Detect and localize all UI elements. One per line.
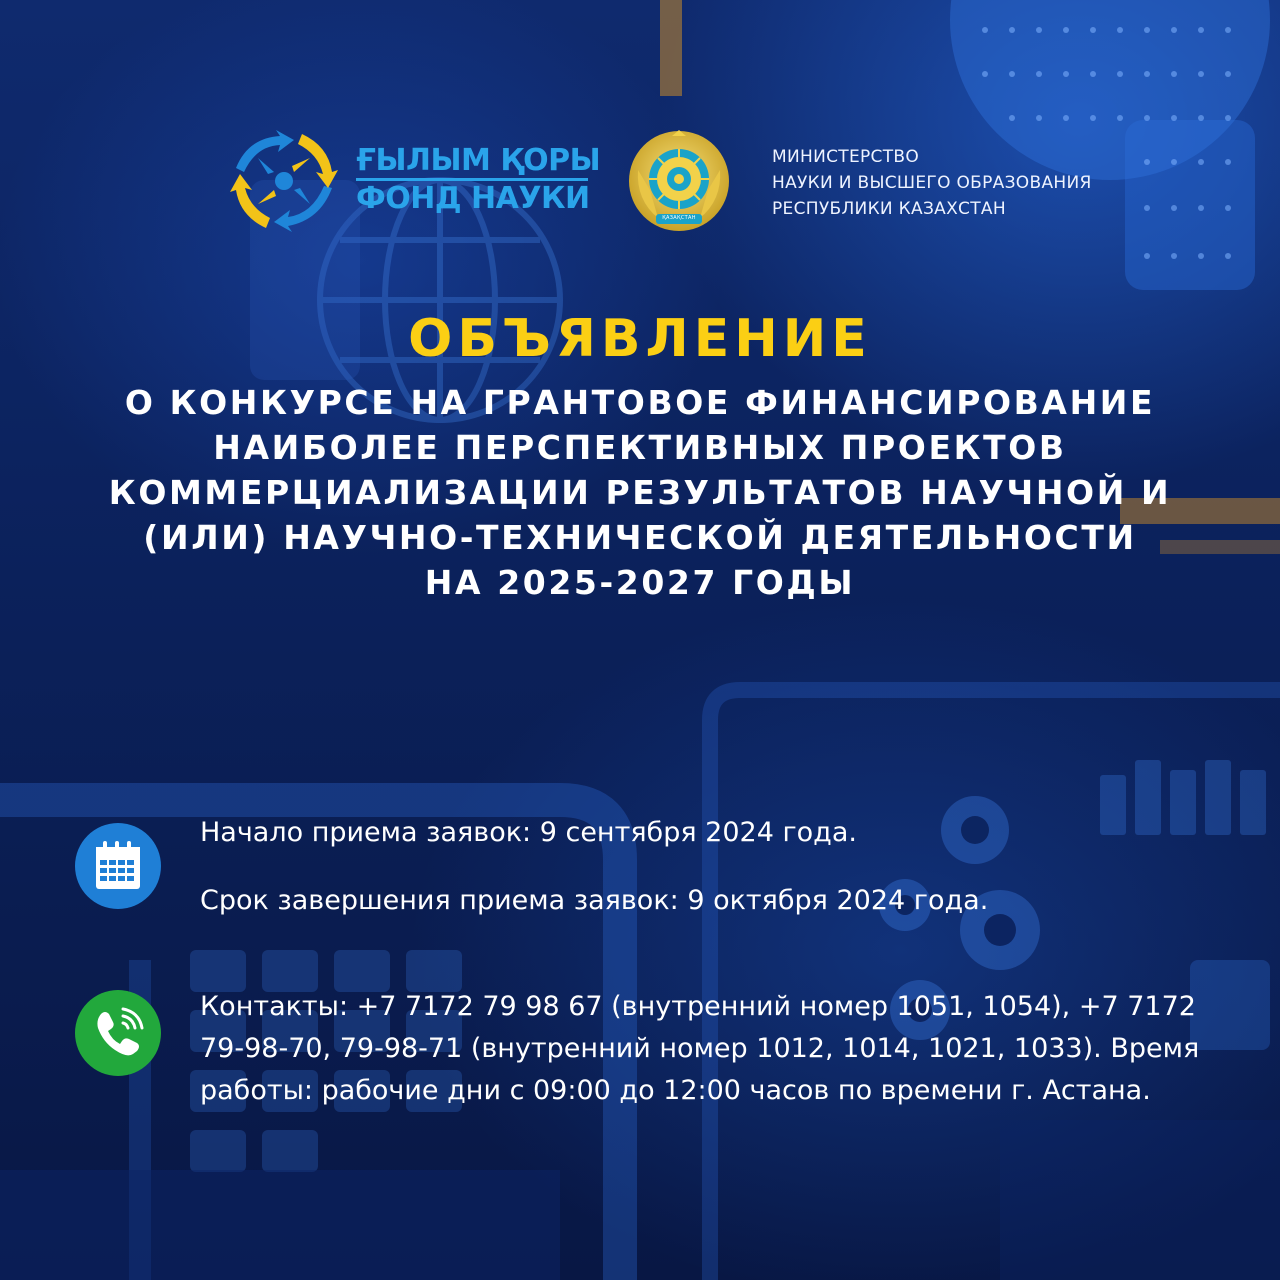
emblem-caption: ҚАЗАҚСТАН (662, 215, 696, 221)
ministry-name (772, 144, 1092, 222)
science-fund-logo-icon (228, 128, 340, 234)
ministry-line-3: РЕСПУБЛИКИ КАЗАХСТАН (772, 199, 1006, 219)
phone-badge (75, 990, 161, 1076)
contact-information: Контакты: +7 7172 79 98 67 (внутренний номер 1051, 1054), +7 7172 79-98-70, 79-98-71 (внутренний номер 1012, 1014, 1021, 1033). Время работы: рабочие дни с 09:00 до 12:00 часов по времени г. Астана. (200, 991, 1200, 1106)
announcement-title: ОБЪЯВЛЕНИЕ (408, 309, 872, 369)
science-fund-name (356, 144, 600, 216)
subtitle-line-4: (ИЛИ) НАУЧНО-ТЕХНИЧЕСКОЙ ДЕЯТЕЛЬНОСТИ (143, 518, 1137, 557)
subtitle-line-5: НА 2025-2027 ГОДЫ (424, 563, 856, 602)
calendar-icon (75, 823, 161, 909)
subtitle-line-2: НАИБОЛЕЕ ПЕРСПЕКТИВНЫХ ПРОЕКТОВ (213, 428, 1067, 467)
subtitle-line-1: О КОНКУРСЕ НА ГРАНТОВОЕ ФИНАНСИРОВАНИЕ (124, 383, 1156, 422)
fund-name-russian: ФОНД НАУКИ (356, 181, 590, 216)
application-start-date: Начало приема заявок: 9 сентября 2024 года. (200, 817, 857, 848)
calendar-badge (75, 823, 161, 909)
ministry-line-1: МИНИСТЕРСТВО (772, 147, 920, 167)
application-end-date: Срок завершения приема заявок: 9 октября 2024 года. (200, 885, 989, 916)
ministry-line-2: НАУКИ И ВЫСШЕГО ОБРАЗОВАНИЯ (772, 173, 1092, 193)
phone-icon (75, 990, 161, 1076)
fund-name-kazakh: ҒЫЛЫМ ҚОРЫ (356, 143, 601, 178)
subtitle-line-3: КОММЕРЦИАЛИЗАЦИИ РЕЗУЛЬТАТОВ НАУЧНОЙ И (108, 473, 1172, 512)
announcement-subtitle (60, 380, 1220, 605)
